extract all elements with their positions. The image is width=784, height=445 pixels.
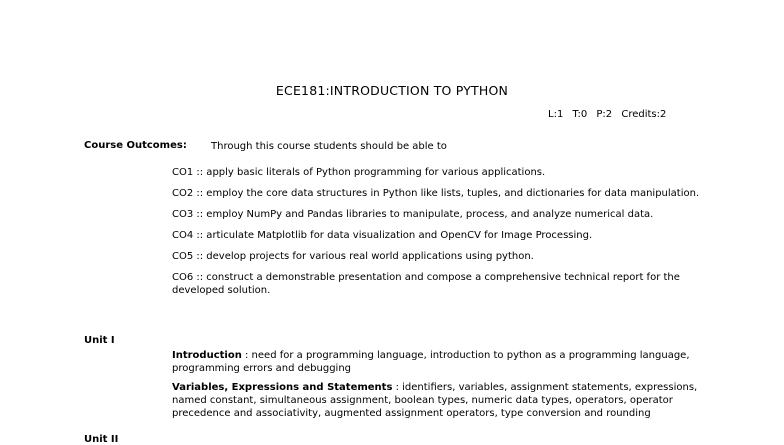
course-outcome-2: CO2 :: employ the core data structures in Python like lists, tuples, and dictionaries for data manipulation. <box>172 188 700 199</box>
course-outcomes-heading: Course Outcomes: <box>84 140 187 151</box>
course-outcome-4: CO4 :: articulate Matplotlib for data visualization and OpenCV for Image Processing. <box>172 230 593 241</box>
topic-title: Variables, Expressions and Statements <box>172 382 393 393</box>
topic-title: Introduction <box>172 350 242 361</box>
course-outcome-3: CO3 :: employ NumPy and Pandas libraries to manipulate, process, and analyze numerical data. <box>172 209 654 220</box>
unit-1-topic-variables <box>172 381 732 420</box>
topic-text: : need for a programming language, introduction to python as a programming language, programming errors and debugging <box>172 350 690 374</box>
unit-1-topic-introduction <box>172 349 732 375</box>
course-outcome-5: CO5 :: develop projects for various real world applications using python. <box>172 251 534 262</box>
course-outcome-6: CO6 :: construct a demonstrable presentation and compose a comprehensive technical report for the developed solution. <box>172 272 680 296</box>
course-outcomes-list <box>172 166 702 305</box>
unit-1-body <box>172 349 732 426</box>
unit-2-heading: Unit II <box>84 434 119 445</box>
course-outcomes-intro: Through this course students should be able to <box>211 141 447 152</box>
unit-1-heading: Unit I <box>84 335 115 346</box>
course-title: ECE181:INTRODUCTION TO PYTHON <box>275 83 509 98</box>
course-outcome-1: CO1 :: apply basic literals of Python programming for various applications. <box>172 167 546 178</box>
topic-text: : identifiers, variables, assignment statements, expressions, named constant, simultaneous assignment, boolean types, numeric data types, operators, operator precedence and associativity, augmented assignment operators, type conversion and rounding <box>172 382 698 419</box>
course-credits: L:1 T:0 P:2 Credits:2 <box>548 109 667 120</box>
